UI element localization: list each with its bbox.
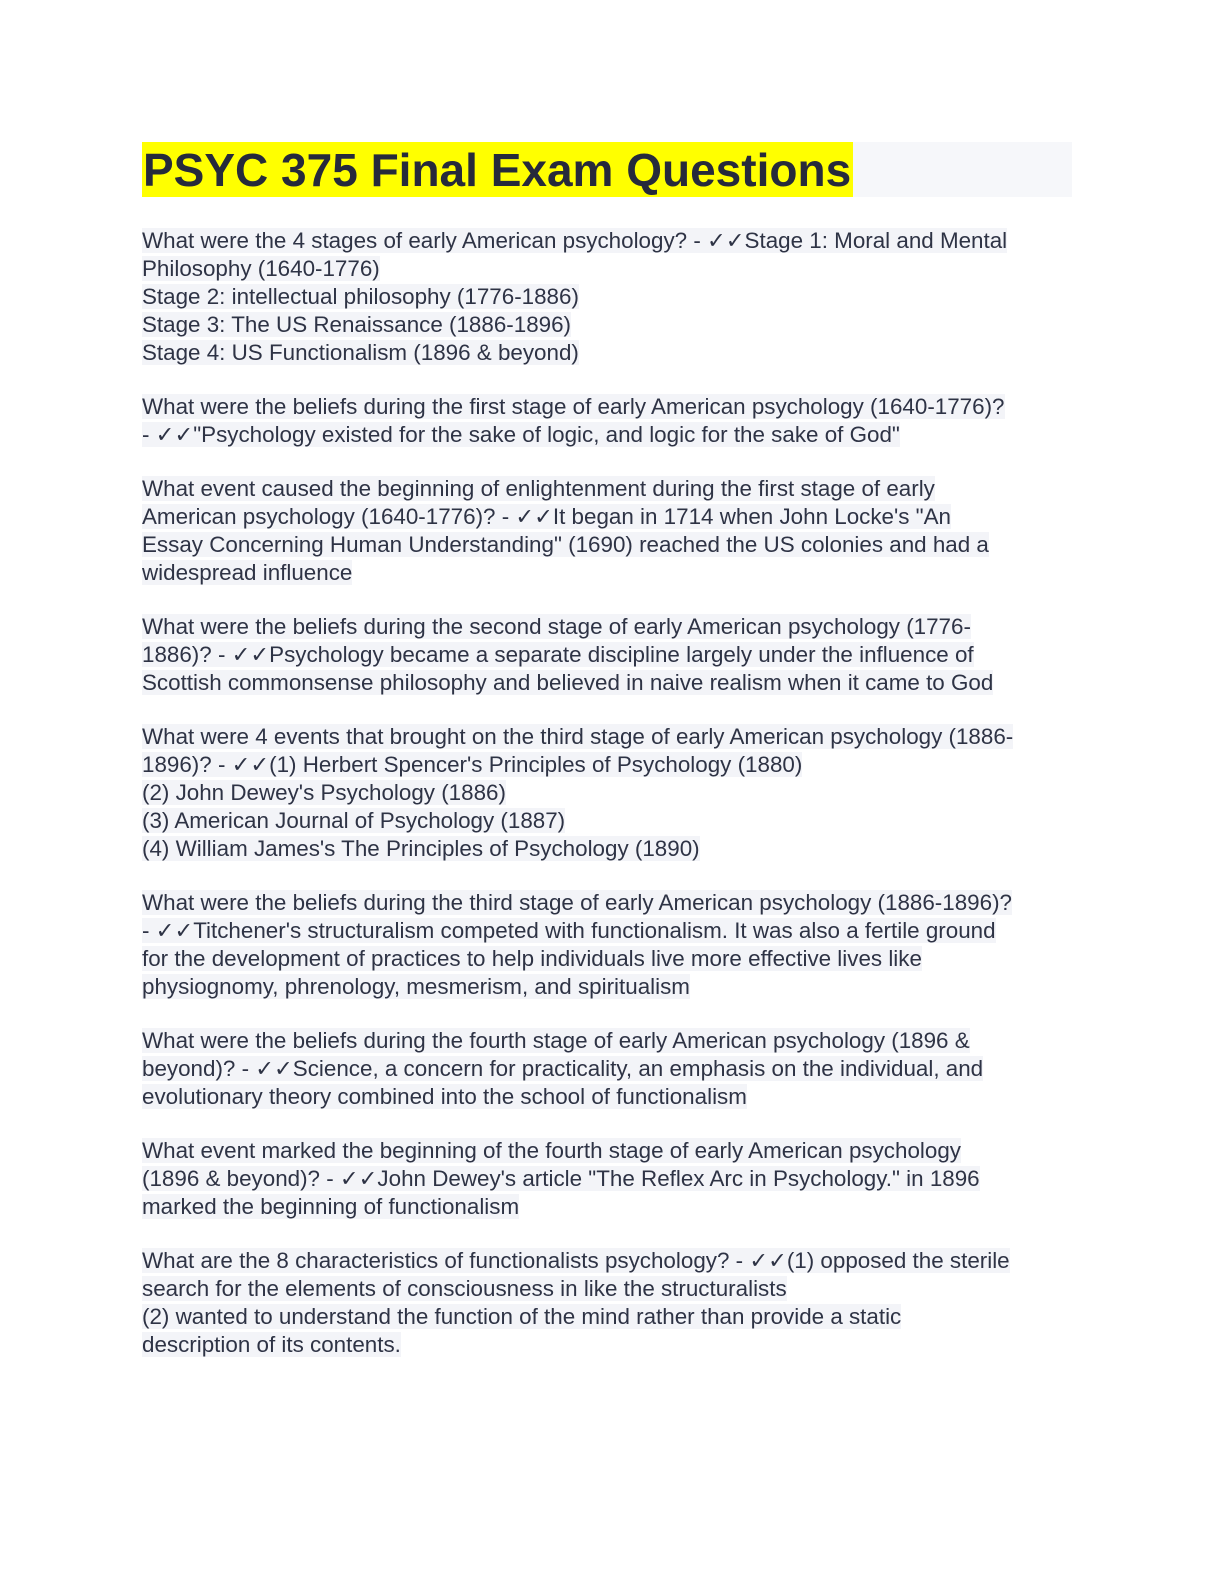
- qa-line: What were 4 events that brought on the third stage of early American psychology (1886-: [142, 724, 1014, 749]
- qa-line: American psychology (1640-1776)? - ✓✓It began in 1714 when John Locke's "An: [142, 504, 952, 529]
- qa-item: [142, 1027, 1077, 1111]
- qa-line: What were the beliefs during the third stage of early American psychology (1886-1896)?: [142, 890, 1012, 915]
- qa-line: (2) John Dewey's Psychology (1886): [142, 780, 506, 805]
- qa-line: (4) William James's The Principles of Psychology (1890): [142, 836, 700, 861]
- qa-line: search for the elements of consciousness in like the structuralists: [142, 1276, 787, 1301]
- qa-line: Scottish commonsense philosophy and believed in naive realism when it came to God: [142, 670, 994, 695]
- qa-line: What event caused the beginning of enlightenment during the first stage of early: [142, 476, 935, 501]
- qa-item: [142, 1247, 1077, 1359]
- qa-line: (3) American Journal of Psychology (1887): [142, 808, 566, 833]
- qa-item: [142, 227, 1077, 367]
- qa-line: What event marked the beginning of the fourth stage of early American psychology: [142, 1138, 961, 1163]
- qa-line: (2) wanted to understand the function of the mind rather than provide a static: [142, 1304, 902, 1329]
- qa-line: Stage 2: intellectual philosophy (1776-1886): [142, 284, 579, 309]
- qa-line: Stage 4: US Functionalism (1896 & beyond): [142, 340, 579, 365]
- qa-line: What were the beliefs during the first stage of early American psychology (1640-1776)?: [142, 394, 1005, 419]
- qa-line: beyond)? - ✓✓Science, a concern for practicality, an emphasis on the individual, and: [142, 1056, 984, 1081]
- qa-line: Philosophy (1640-1776): [142, 256, 380, 281]
- qa-line: 1886)? - ✓✓Psychology became a separate discipline largely under the influence of: [142, 642, 974, 667]
- qa-line: Essay Concerning Human Understanding" (1690) reached the US colonies and had a: [142, 532, 989, 557]
- qa-item: [142, 723, 1077, 863]
- qa-item: [142, 889, 1077, 1001]
- qa-line: marked the beginning of functionalism: [142, 1194, 520, 1219]
- qa-line: - ✓✓"Psychology existed for the sake of logic, and logic for the sake of God": [142, 422, 900, 447]
- qa-line: What were the beliefs during the second stage of early American psychology (1776-: [142, 614, 971, 639]
- qa-line: Stage 3: The US Renaissance (1886-1896): [142, 312, 572, 337]
- qa-line: - ✓✓Titchener's structuralism competed with functionalism. It was also a fertile ground: [142, 918, 996, 943]
- qa-item: [142, 1137, 1077, 1221]
- qa-line: evolutionary theory combined into the school of functionalism: [142, 1084, 747, 1109]
- qa-line: What were the beliefs during the fourth stage of early American psychology (1896 &: [142, 1028, 970, 1053]
- qa-line: What were the 4 stages of early American psychology? - ✓✓Stage 1: Moral and Mental: [142, 228, 1008, 253]
- qa-item: [142, 613, 1077, 697]
- qa-line: for the development of practices to help individuals live more effective lives like: [142, 946, 922, 971]
- qa-line: What are the 8 characteristics of functionalists psychology? - ✓✓(1) opposed the sterile: [142, 1248, 1010, 1273]
- qa-line: widespread influence: [142, 560, 353, 585]
- qa-line: 1896)? - ✓✓(1) Herbert Spencer's Principles of Psychology (1880): [142, 752, 803, 777]
- page-title: PSYC 375 Final Exam Questions: [143, 144, 852, 196]
- qa-item: [142, 393, 1077, 449]
- qa-line: (1896 & beyond)? - ✓✓John Dewey's article "The Reflex Arc in Psychology." in 1896: [142, 1166, 980, 1191]
- qa-list: [142, 227, 1077, 1385]
- qa-line: description of its contents.: [142, 1332, 401, 1357]
- qa-item: [142, 475, 1077, 587]
- qa-line: physiognomy, phrenology, mesmerism, and spiritualism: [142, 974, 690, 999]
